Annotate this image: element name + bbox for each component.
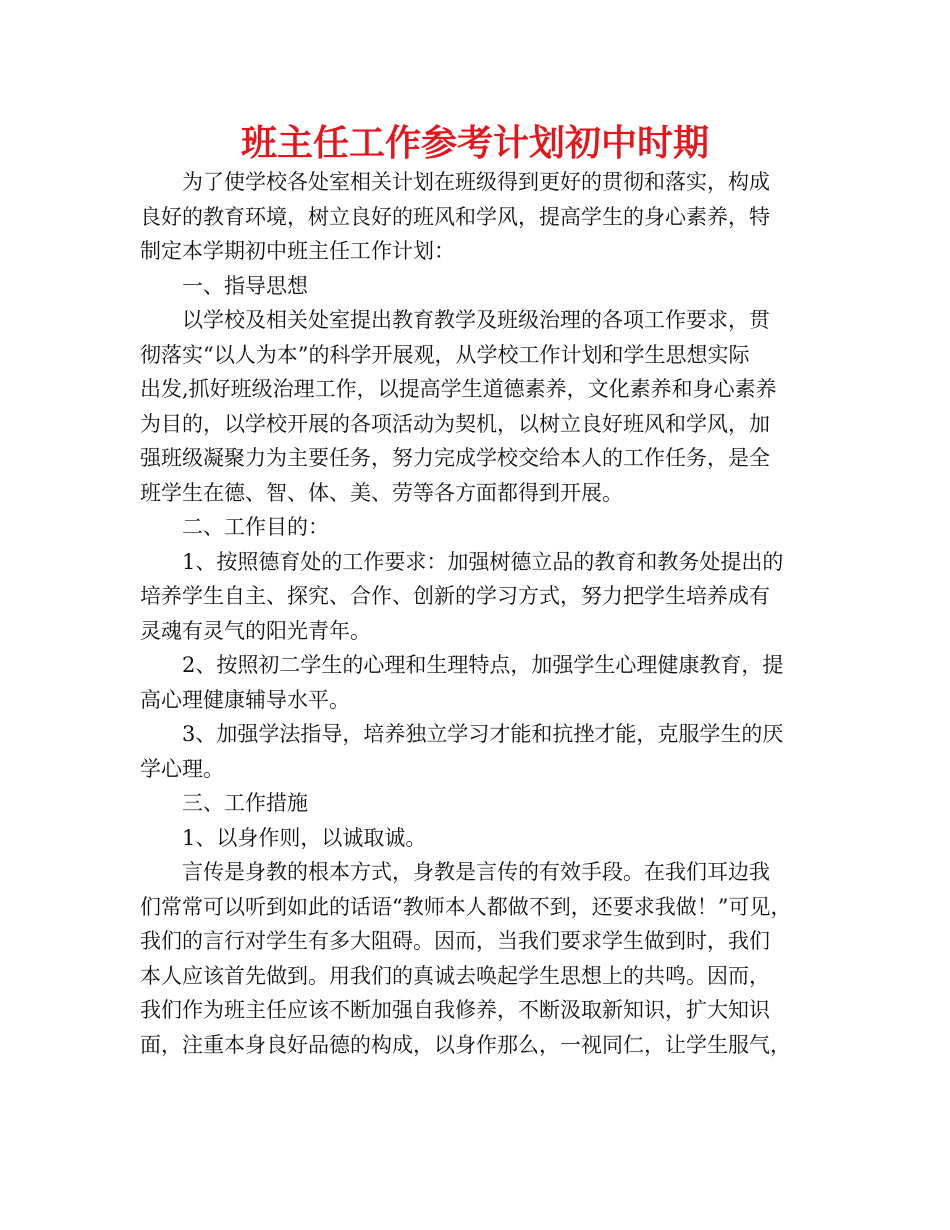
paragraph-line: 制定本学期初中班主任工作计划： bbox=[140, 239, 455, 263]
paragraph-line: 2、按照初二学生的心理和生理特点，加强学生心理健康教育，提 bbox=[182, 653, 784, 677]
paragraph-line: 本人应该首先做到。用我们的真诚去唤起学生思想上的共鸣。因而， bbox=[140, 963, 770, 988]
paragraph-line: 言传是身教的根本方式，身教是言传的有效手段。在我们耳边我 bbox=[182, 860, 770, 884]
paragraph-line: 灵魂有灵气的阳光青年。 bbox=[140, 618, 371, 643]
paragraph-line: 彻落实“以人为本”的科学开展观，从学校工作计划和学生思想实际 bbox=[140, 342, 750, 367]
subsection-heading: 1、以身作则，以诚取诚。 bbox=[182, 825, 427, 850]
paragraph-line: 学心理。 bbox=[140, 756, 224, 781]
paragraph-line: 我们的言行对学生有多大阻碍。因而，当我们要求学生做到时，我们 bbox=[140, 929, 770, 953]
paragraph-line: 3、加强学法指导，培养独立学习才能和抗挫才能，克服学生的厌 bbox=[182, 722, 784, 746]
section-heading: 三、工作措施 bbox=[182, 791, 308, 815]
paragraph-line: 面，注重本身良好品德的构成，以身作那么，一视同仁，让学生服气， bbox=[140, 1032, 791, 1057]
document-body bbox=[140, 165, 820, 1062]
paragraph-line: 以学校及相关处室提出教育教学及班级治理的各项工作要求，贯 bbox=[182, 308, 770, 332]
paragraph-line: 良好的教育环境，树立良好的班风和学风，提高学生的身心素养，特 bbox=[140, 204, 770, 229]
section-heading: 二、工作目的： bbox=[182, 515, 329, 539]
paragraph-line: 高心理健康辅导水平。 bbox=[140, 687, 350, 712]
document-title: 班主任工作参考计划初中时期 bbox=[240, 123, 709, 164]
paragraph-line: 我们作为班主任应该不断加强自我修养，不断汲取新知识，扩大知识 bbox=[140, 998, 770, 1022]
paragraph-line: 1、按照德育处的工作要求：加强树德立品的教育和教务处提出的 bbox=[182, 549, 784, 574]
paragraph-line: 强班级凝聚力为主要任务，努力完成学校交给本人的工作任务，是全 bbox=[140, 446, 770, 470]
paragraph-line: 出发,抓好班级治理工作，以提高学生道德素养，文化素养和身心素养 bbox=[140, 377, 777, 401]
paragraph-line: 班学生在德、智、体、美、劳等各方面都得到开展。 bbox=[140, 480, 623, 505]
paragraph-line: 们常常可以听到如此的话语“教师本人都做不到，还要求我做！”可见， bbox=[140, 894, 792, 919]
paragraph-line: 为了使学校各处室相关计划在班级得到更好的贯彻和落实，构成 bbox=[182, 170, 770, 194]
paragraph-line: 为目的，以学校开展的各项活动为契机，以树立良好班风和学风，加 bbox=[140, 411, 770, 436]
section-heading: 一、指导思想 bbox=[182, 273, 308, 298]
paragraph-line: 培养学生自主、探究、合作、创新的学习方式，努力把学生培养成有 bbox=[140, 584, 770, 608]
